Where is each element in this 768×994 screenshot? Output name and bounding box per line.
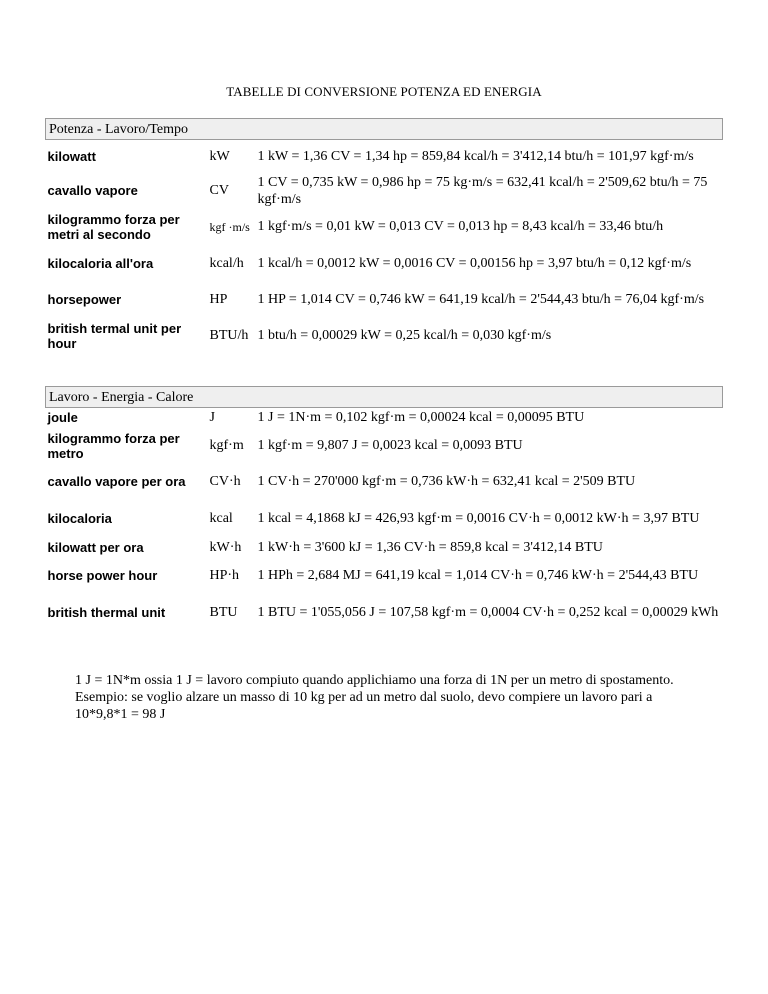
unit-symbol: J [209, 410, 215, 426]
conversion-formula: 1 HPh = 2,684 MJ = 641,19 kcal = 1,014 CV·h = 0,746 kW·h = 2'544,43 BTU [257, 568, 699, 583]
unit-symbol: BTU [209, 605, 238, 620]
conversion-formula: 1 BTU = 1'055,056 J = 107,58 kgf·m = 0,0004 CV·h = 0,252 kcal = 0,00029 kWh [257, 605, 719, 620]
unit-name: kilowatt [47, 149, 96, 165]
unit-name: cavallo vapore per ora [47, 474, 186, 489]
table-row [46, 282, 723, 318]
conversion-formula: 1 kW = 1,36 CV = 1,34 hp = 859,84 kcal/h = 3'412,14 btu/h = 101,97 kgf·m/s [257, 149, 694, 165]
page-title: TABELLE DI CONVERSIONE POTENZA ED ENERGIA [226, 84, 542, 99]
unit-name: british termal unit per hour [47, 320, 182, 351]
unit-name: kilogrammo forza per metro [47, 430, 180, 461]
conversion-formula: 1 btu/h = 0,00029 kW = 0,25 kcal/h = 0,030 kgf·m/s [257, 328, 552, 343]
conversion-formula: 1 kgf·m/s = 0,01 kW = 0,013 CV = 0,013 hp = 8,43 kcal/h = 33,46 btu/h [257, 219, 664, 234]
unit-name: cavallo vapore [47, 183, 138, 198]
conversion-formula: 1 J = 1N·m = 0,102 kgf·m = 0,00024 kcal = 0,00095 BTU [257, 410, 585, 426]
table-row [46, 558, 723, 594]
power-table-header: Potenza - Lavoro/Tempo [46, 119, 723, 140]
unit-name: kilocaloria [47, 511, 112, 526]
unit-name: kilogrammo forza per metri al secondo [47, 211, 180, 242]
unit-name: horsepower [47, 292, 122, 307]
unit-symbol: kgf ·m/s [209, 219, 250, 234]
unit-name: horse power hour [47, 568, 158, 583]
unit-symbol: HP [209, 292, 228, 307]
conversion-formula: 1 kcal = 4,1868 kJ = 426,93 kgf·m = 0,0016 CV·h = 0,0012 kW·h = 3,97 BTU [257, 511, 700, 526]
unit-symbol: BTU/h [209, 328, 249, 343]
conversion-formula: 1 kgf·m = 9,807 J = 0,0023 kcal = 0,0093 BTU [257, 438, 523, 453]
table-row [46, 246, 723, 282]
conversion-formula: 1 HP = 1,014 CV = 0,746 kW = 641,19 kcal/h = 2'544,43 btu/h = 76,04 kgf·m/s [257, 292, 705, 307]
energy-conversion-table [45, 386, 723, 632]
unit-symbol: HP·h [209, 568, 240, 583]
table-row [46, 500, 723, 538]
note-paragraph: Esempio: se voglio alzare un masso di 10 kg per ad un metro dal suolo, devo compiere un lavoro pari a 10*9,8*1 = 98 J [75, 690, 653, 722]
unit-symbol: CV·h [209, 474, 241, 489]
unit-symbol: kcal [209, 511, 233, 526]
conversion-formula: 1 CV·h = 270'000 kgf·m = 0,736 kW·h = 632,41 kcal = 2'509 BTU [257, 474, 636, 489]
unit-name: british thermal unit [47, 605, 166, 620]
unit-name: kilowatt per ora [47, 540, 144, 555]
table-row [46, 464, 723, 500]
table-row [46, 428, 723, 464]
unit-symbol: kgf·m [209, 438, 244, 453]
conversion-formula: 1 CV = 0,735 kW = 0,986 hp = 75 kg·m/s = 632,41 kcal/h = 2'509,62 btu/h = 75 kgf·m/s [257, 174, 708, 207]
explanatory-note [75, 672, 695, 723]
conversion-formula: 1 kW·h = 3'600 kJ = 1,36 CV·h = 859,8 kcal = 3'412,14 BTU [257, 540, 603, 555]
unit-symbol: kW·h [209, 540, 242, 555]
table-row [46, 538, 723, 558]
unit-name: kilocaloria all'ora [47, 256, 154, 271]
power-conversion-table [45, 118, 723, 354]
energy-table-header: Lavoro - Energia - Calore [46, 387, 723, 408]
table-row [46, 594, 723, 632]
unit-symbol: kcal/h [209, 256, 244, 271]
unit-symbol: CV [209, 183, 229, 198]
table-row [46, 140, 723, 174]
conversion-formula: 1 kcal/h = 0,0012 kW = 0,0016 CV = 0,00156 hp = 3,97 btu/h = 0,12 kgf·m/s [257, 256, 692, 271]
table-row [46, 208, 723, 246]
note-paragraph: 1 J = 1N*m ossia 1 J = lavoro compiuto quando applichiamo una forza di 1N per un metro di spostamento. [75, 673, 674, 688]
table-row [46, 408, 723, 428]
table-row [46, 174, 723, 208]
unit-name: joule [47, 410, 78, 426]
table-row [46, 318, 723, 354]
unit-symbol: kW [209, 149, 230, 165]
